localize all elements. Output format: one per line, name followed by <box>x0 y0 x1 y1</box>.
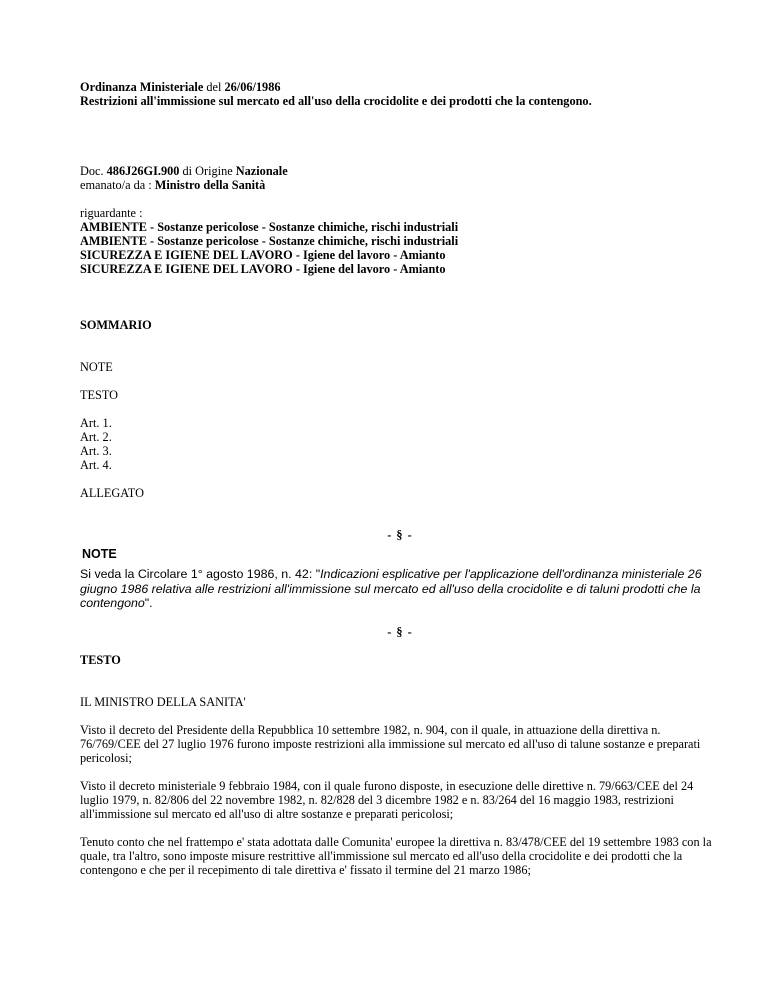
document-title-text: Restrizioni all'immissione sul mercato ed all'uso della crocidolite e dei prodotti che la contengono. <box>80 94 592 108</box>
subject-item-text: SICUREZZA E IGIENE DEL LAVORO - Igiene del lavoro - Amianto <box>80 248 446 262</box>
note-paragraph <box>80 567 720 611</box>
document-header-line <box>80 80 720 94</box>
testo-section-title-text: TESTO <box>80 652 121 667</box>
note-section-title: NOTE <box>82 547 117 561</box>
note-outro: ". <box>144 596 153 611</box>
section-separator: - § - <box>387 624 413 639</box>
subject-item <box>80 220 720 234</box>
subject-item <box>80 234 720 248</box>
note-intro: Si veda la Circolare 1° agosto 1986, n. 42: " <box>80 567 321 581</box>
section-separator: - § - <box>387 528 413 542</box>
minister-heading: IL MINISTRO DELLA SANITA' <box>80 694 246 709</box>
issuer-line <box>80 178 720 192</box>
summary-link-art-4[interactable]: Art. 4. <box>80 458 112 472</box>
summary-link-allegato[interactable]: ALLEGATO <box>80 486 144 500</box>
summary-link-testo[interactable]: TESTO <box>80 388 119 402</box>
doc-origin: Nazionale <box>235 164 288 178</box>
doc-code-line <box>80 164 720 178</box>
issuer-prefix: emanato/a da : <box>80 178 155 192</box>
testo-section-title <box>80 653 720 667</box>
summary-link-art-2[interactable]: Art. 2. <box>80 430 112 444</box>
summary-title <box>80 318 720 332</box>
doc-code: 486J26GI.900 <box>106 164 180 178</box>
del-word: del <box>203 80 225 94</box>
subject-item <box>80 248 720 262</box>
testo-paragraph: Visto il decreto ministeriale 9 febbraio 1984, con il quale furono disposte, in esecuzione delle direttive n. 79/663/CEE del 24 luglio 1979, n. 82/806 del 22 novembre 1982, n. 82/828 del 3 dicembre 1982 e n. 83/264 del 16 maggio 1983, restrizioni all'immissione sul mercato ed all'uso di altre sostanze e preparati pericolosi; <box>80 778 694 821</box>
testo-paragraph: Visto il decreto del Presidente della Repubblica 10 settembre 1982, n. 904, con il quale, in attuazione della direttiva n. 76/769/CEE del 27 luglio 1976 furono imposte restrizioni alla immissione sul mercato ed all'uso di talune sostanze e preparati pericolosi; <box>80 722 701 765</box>
issuer: Ministro della Sanità <box>154 178 266 192</box>
testo-paragraph: Tenuto conto che nel frattempo e' stata adottata dalle Comunita' europee la direttiva n. 83/478/CEE del 19 settembre 1983 con la quale, tra l'altro, sono imposte misure restrittive all'immissione sul mercato ed all'uso della crocidolite e dei prodotti che la contengono e che per il recepimento di tale direttiva e' fissato il termine del 21 marzo 1986; <box>80 834 712 877</box>
origin-prefix: di Origine <box>179 164 236 178</box>
summary-link-art-3[interactable]: Art. 3. <box>80 444 112 458</box>
document-page <box>80 80 720 877</box>
subjects-label: riguardante : <box>80 206 143 220</box>
document-date: 26/06/1986 <box>224 80 281 94</box>
subject-item-text: AMBIENTE - Sostanze pericolose - Sostanze chimiche, rischi industriali <box>80 234 459 248</box>
summary-link-note[interactable]: NOTE <box>80 360 113 374</box>
subject-item-text: SICUREZZA E IGIENE DEL LAVORO - Igiene del lavoro - Amianto <box>80 262 446 276</box>
doc-prefix: Doc. <box>80 164 107 178</box>
document-type: Ordinanza Ministeriale <box>80 80 204 94</box>
subject-item <box>80 262 720 276</box>
subject-item-text: AMBIENTE - Sostanze pericolose - Sostanze chimiche, rischi industriali <box>80 220 459 234</box>
note-italic-title: Indicazioni esplicative per l'applicazione dell'ordinanza ministeriale 26 giugno 1986 relativa alle restrizioni all'immissione sul mercato ed all'uso della crocidolite e di taluni prodotti che la contengono <box>80 567 702 611</box>
summary-link-art-1[interactable]: Art. 1. <box>80 416 112 430</box>
document-title <box>80 94 720 108</box>
summary-title-text: SOMMARIO <box>80 318 152 332</box>
